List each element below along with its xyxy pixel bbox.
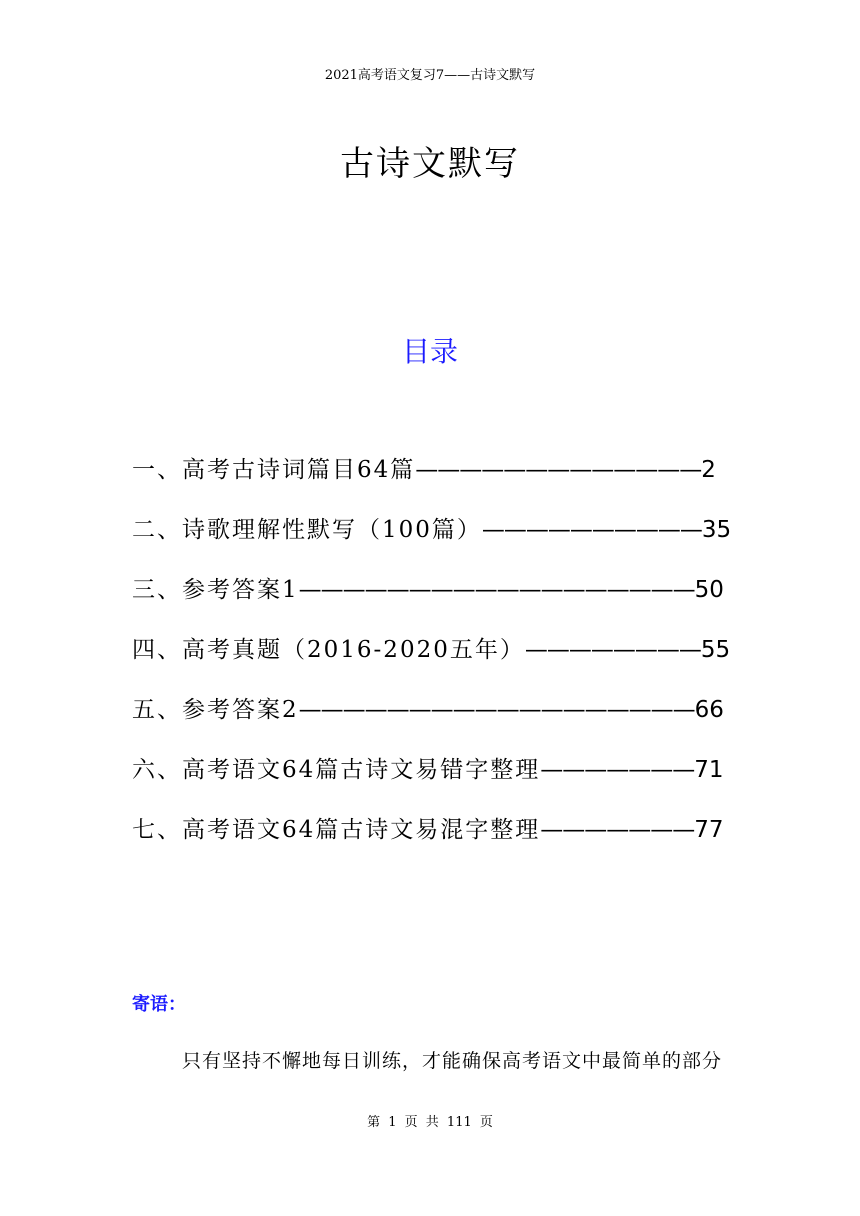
toc-entry-label: 四、高考真题（2016-2020五年） <box>132 637 525 663</box>
toc-entry-4[interactable] <box>132 630 730 670</box>
toc-page-number: 35 <box>701 517 732 543</box>
toc-entry-label: 六、高考语文64篇古诗文易错字整理 <box>132 757 541 783</box>
note-body: 只有坚持不懈地每日训练，才能确保高考语文中最简单的部分 <box>182 1050 723 1072</box>
toc-page-number: 55 <box>700 637 731 663</box>
toc-entry-7[interactable] <box>132 810 724 850</box>
toc-page-number: 77 <box>694 817 724 843</box>
toc-leader: ———————— <box>524 637 701 663</box>
toc-entry-label: 一、高考古诗词篇目64篇 <box>132 457 416 483</box>
toc-entry-label: 七、高考语文64篇古诗文易混字整理 <box>132 817 541 843</box>
toc-entry-label: 二、诗歌理解性默写（100篇） <box>132 517 482 543</box>
toc-page-number: 2 <box>701 457 716 483</box>
toc-entry-5[interactable] <box>132 690 724 730</box>
toc-leader: —————————— <box>481 517 702 543</box>
toc-leader: ————————————— <box>415 457 702 483</box>
toc-entry-1[interactable] <box>132 450 716 490</box>
toc-page-number: 50 <box>694 577 724 603</box>
toc-page-number: 66 <box>694 697 724 723</box>
page-footer: 第 1 页 共 111 页 <box>367 1115 493 1130</box>
toc-leader: —————————————————— <box>298 697 695 723</box>
toc-leader: ——————— <box>540 757 695 783</box>
toc-entry-3[interactable] <box>132 570 724 610</box>
toc-entry-6[interactable] <box>132 750 724 790</box>
toc-leader: ——————— <box>540 817 695 843</box>
page-header: 2021高考语文复习7——古诗文默写 <box>324 68 536 83</box>
toc-entry-label: 三、参考答案1 <box>132 577 299 603</box>
toc-leader: —————————————————— <box>298 577 695 603</box>
toc-entry-2[interactable] <box>132 510 731 550</box>
document-title: 古诗文默写 <box>340 144 520 184</box>
note-heading: 寄语： <box>132 994 186 1015</box>
toc-page-number: 71 <box>694 757 724 783</box>
toc-heading: 目录 <box>401 335 458 368</box>
toc-entry-label: 五、参考答案2 <box>132 697 299 723</box>
